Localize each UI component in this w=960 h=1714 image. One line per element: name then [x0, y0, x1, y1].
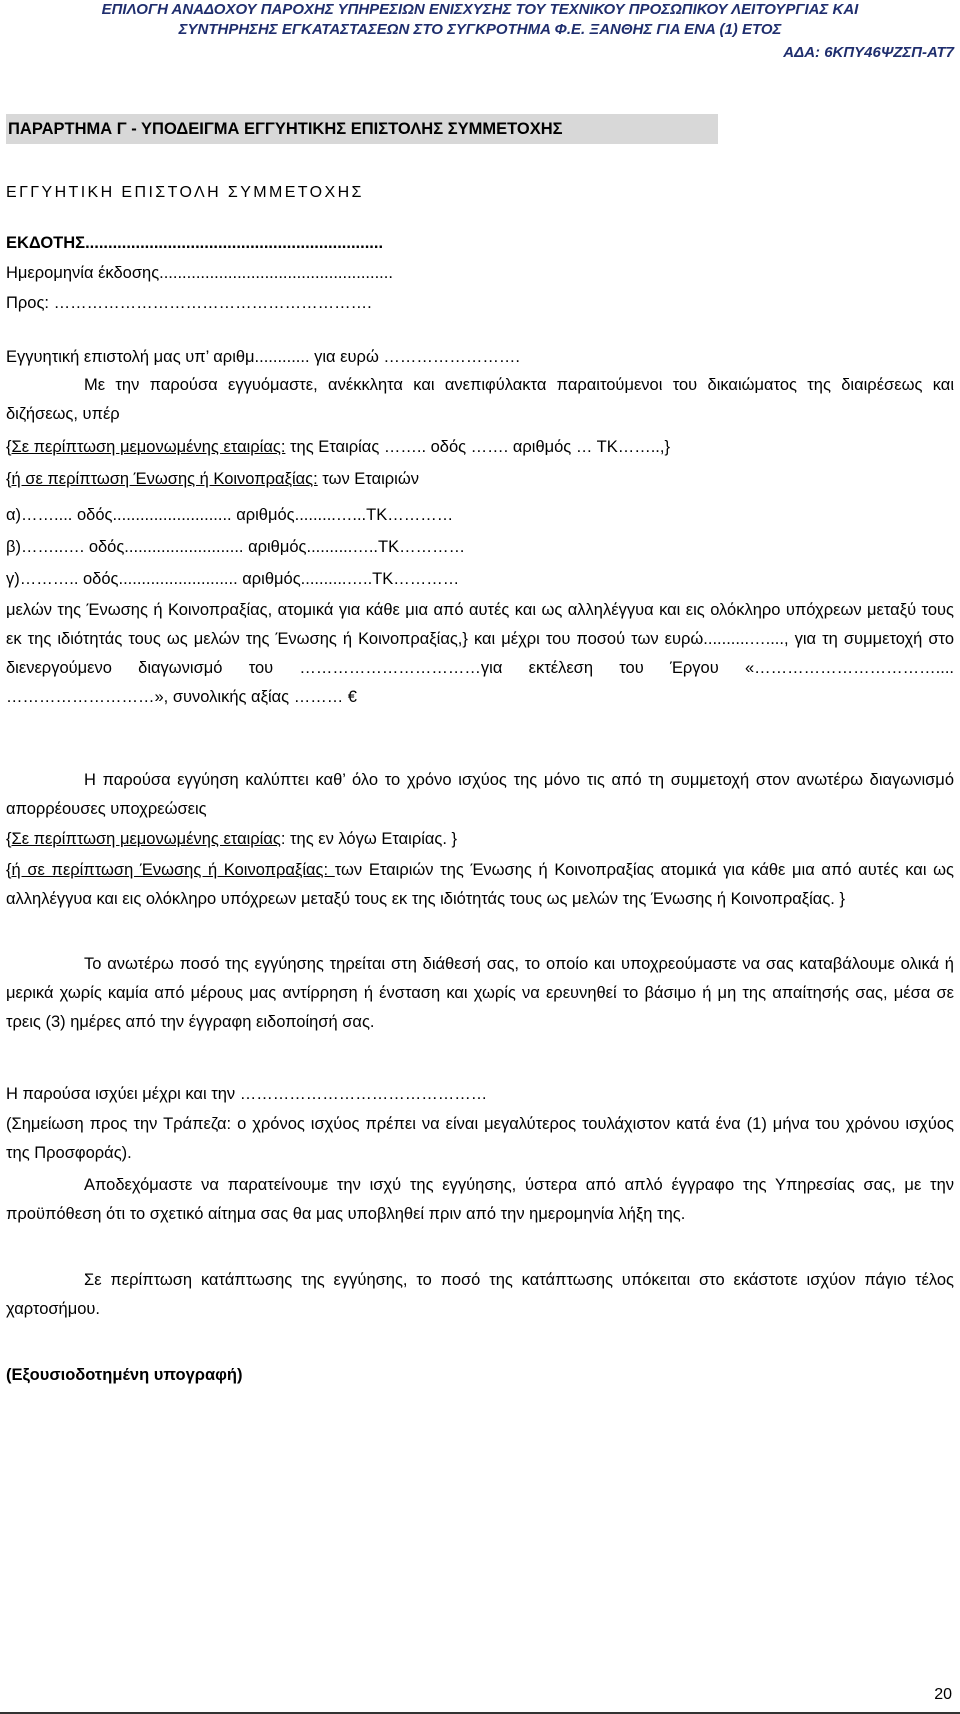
annex-title: ΠΑΡΑΡΤΗΜΑ Γ - ΥΠΟΔΕΙΓΜΑ ΕΓΓΥΗΤΙΚΗΣ ΕΠΙΣΤΟΛΗΣ ΣΥΜΜΕΤΟΧΗΣ	[6, 114, 718, 144]
single-company-clause-text: : της εν λόγω Εταιρίας. }	[280, 830, 458, 848]
single-company-clause-label: Σε περίπτωση μεμονωμένης εταιρίας	[11, 830, 281, 848]
bank-note-paragraph: (Σημείωση προς την Τράπεζα: ο χρόνος ισχύος πρέπει να είναι μεγαλύτερος τουλάχιστον κατά ένα (1) μήνα του χρόνου ισχύος της Προσφοράς).	[6, 1115, 954, 1162]
authorized-signature: (Εξουσιοδοτημένη υπογραφή)	[6, 1366, 243, 1384]
amount-paragraph: Το ανωτέρω ποσό της εγγύησης τηρείται στη διάθεσή σας, το οποίο και υποχρεούμαστε να σας καταβάλουμε ολικά ή μερικά χωρίς καμία από μέρους μας αντίρρηση ή ένσταση και χωρίς να ερευνηθεί το βάσιμο ή μη της απαίτησής σας, μέσα σε τρεις (3) ημέρες από την έγγραφη ειδοποίησή σας.	[6, 955, 954, 1031]
union-clause-text: των Εταιριών της Ένωσης ή Κοινοπραξίας ατομικά για κάθε μια από αυτές και ως αλληλέγγυα και εις ολόκληρο υπόχρεων μεταξύ τους εκ της ιδιότητάς τους ως μελών της Ένωσης ή Κοινοπραξίας. }	[6, 861, 954, 908]
letter-title: ΕΓΓΥΗΤΙΚΗ ΕΠΙΣΤΟΛΗ ΣΥΜΜΕΤΟΧΗΣ	[6, 184, 364, 201]
company-b-line: β)……..…. οδός.......................... αριθμός..........…..ΤΚ…………	[6, 538, 466, 556]
guarantee-reference-line: Εγγυητική επιστολή μας υπ’ αριθμ............ για ευρώ …………………….	[6, 348, 520, 366]
forfeiture-paragraph: Σε περίπτωση κατάπτωσης της εγγύησης, το ποσό της κατάπτωσης υπόκειται στο εκάστοτε ισχύον πάγιο τέλος χαρτοσήμου.	[6, 1271, 954, 1318]
brace-open: {	[6, 830, 12, 848]
brace-open: {	[6, 470, 12, 488]
validity-line: Η παρούσα ισχύει μέχρι και την ………………………………………	[6, 1085, 488, 1103]
issuer-line: ΕΚΔΟΤΗΣ.................................................................	[6, 234, 384, 252]
single-company-clause	[6, 828, 457, 850]
page-number: 20	[934, 1686, 952, 1703]
single-company-details: της Εταιρίας …….. οδός ……. αριθμός … ΤΚ……..,}	[285, 438, 670, 456]
union-label: ή σε περίπτωση Ένωσης ή Κοινοπραξίας:	[11, 470, 318, 488]
coverage-paragraph: Η παρούσα εγγύηση καλύπτει καθ’ όλο το χρόνο ισχύος της μόνο τις από τη συμμετοχή στον ανωτέρω διαγωνισμό απορρέουσες υποχρεώσεις	[6, 771, 954, 818]
header-title-line-1: ΕΠΙΛΟΓΗ ΑΝΑΔΟΧΟΥ ΠΑΡΟΧΗΣ ΥΠΗΡΕΣΙΩΝ ΕΝΙΣΧΥΣΗΣ ΤΟΥ ΤΕΧΝΙΚΟΥ ΠΡΟΣΩΠΙΚΟΥ ΛΕΙΤΟΥΡΓΙΑΣ ΚΑΙ	[101, 1, 859, 18]
union-clause-paragraph	[6, 856, 954, 914]
single-company-label: Σε περίπτωση μεμονωμένης εταιρίας:	[11, 438, 286, 456]
brace-open: {	[6, 438, 12, 456]
document-header	[0, 0, 960, 40]
union-clause-label: ή σε περίπτωση Ένωσης ή Κοινοπραξίας:	[11, 861, 335, 879]
intro-paragraph: Με την παρούσα εγγυόμαστε, ανέκκλητα και ανεπιφύλακτα παραιτούμενοι του δικαιώματος της διαιρέσεως και διζήσεως, υπέρ	[6, 376, 954, 423]
brace-open: {	[6, 861, 12, 879]
company-c-line: γ)……….. οδός.......................... αριθμός..........…..ΤΚ…………	[6, 570, 460, 588]
union-details: των Εταιριών	[317, 470, 419, 488]
single-company-case	[6, 436, 670, 458]
recipient-line: Προς: ………………………………………………….	[6, 294, 372, 312]
extension-paragraph: Αποδεχόμαστε να παρατείνουμε την ισχύ της εγγύησης, ύστερα από απλό έγγραφο της Υπηρεσίας σας, με την προϋπόθεση ότι το σχετικό αίτημα σας θα μας υποβληθεί πριν από την ημερομηνία λήξη της.	[6, 1176, 954, 1223]
union-case	[6, 468, 419, 490]
company-a-line: α)…….... οδός.......................... αριθμός.........…...ΤΚ…………	[6, 506, 454, 524]
issue-date-line: Ημερομηνία έκδοσης...................................................	[6, 264, 393, 282]
header-title-line-2: ΣΥΝΤΗΡΗΣΗΣ ΕΓΚΑΤΑΣΤΑΣΕΩΝ ΣΤΟ ΣΥΓΚΡΟΤΗΜΑ Φ.Ε. ΞΑΝΘΗΣ ΓΙΑ ΕΝΑ (1) ΕΤΟΣ	[178, 21, 782, 38]
ada-code: ΑΔΑ: 6ΚΠΥ46ΨΖΣΠ-ΑΤ7	[783, 44, 954, 61]
members-paragraph: μελών της Ένωσης ή Κοινοπραξίας, ατομικά για κάθε μια από αυτές και ως αλληλέγγυα και εις ολόκληρο υπόχρεων μεταξύ τους εκ της ιδιότητάς τους ως μελών της Ένωσης ή Κοινοπραξίας,} και μέχρι του ποσού των ευρώ..........…...., για τη συμμετοχή στο διενεργούμενο διαγωνισμό του ……………………………για εκτέλεση του Έργου «…………………………….... ………………………», συνολικής αξίας ……… €	[6, 601, 954, 706]
